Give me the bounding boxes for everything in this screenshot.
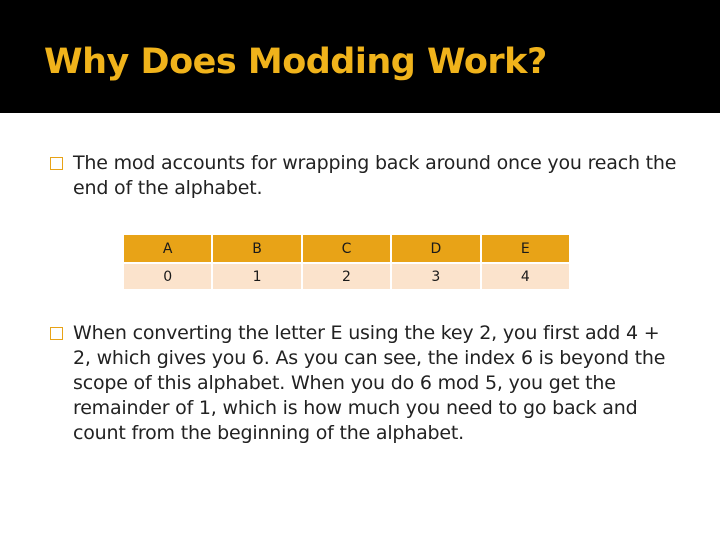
table-row-letters	[124, 235, 569, 262]
table-cell-index: 1	[213, 264, 300, 289]
table-cell-index: 2	[303, 264, 390, 289]
table-cell-letter: B	[213, 235, 300, 262]
title-bar	[0, 0, 720, 113]
bullet-text-1: The mod accounts for wrapping back around once you reach the end of the alphabet.	[73, 152, 677, 199]
table-cell-index: 0	[124, 264, 211, 289]
table-cell-letter: C	[303, 235, 390, 262]
table-cell-letter: A	[124, 235, 211, 262]
table-cell-letter: E	[482, 235, 569, 262]
bullet-text-2: When converting the letter E using the key 2, you first add 4 + 2, which gives you 6. As you can see, the index 6 is beyond the scope of this alphabet. When you do 6 mod 5, you get the remainder of 1, which is how much you need to go back and count from the beginning of the alphabet.	[73, 322, 666, 444]
bullet-item-1	[50, 151, 682, 201]
table-cell-index: 3	[392, 264, 479, 289]
bullet-item-2	[50, 321, 682, 446]
slide-title: Why Does Modding Work?	[44, 42, 547, 82]
square-bullet-icon	[50, 157, 63, 170]
square-bullet-icon	[50, 327, 63, 340]
table-row-indices	[124, 264, 569, 289]
table-cell-letter: D	[392, 235, 479, 262]
table-cell-index: 4	[482, 264, 569, 289]
alphabet-index-table	[122, 233, 571, 291]
